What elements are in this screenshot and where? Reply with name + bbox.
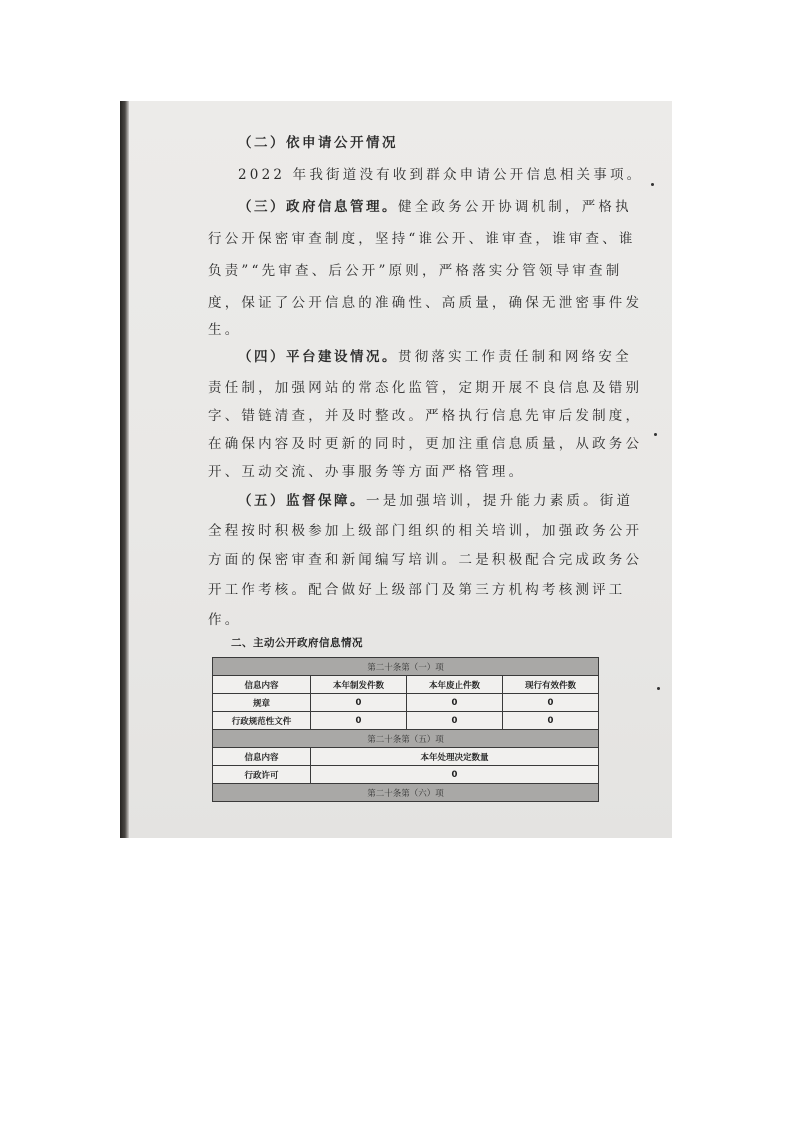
table-band-row (213, 658, 599, 676)
table-cell: 行政规范性文件 (213, 712, 311, 730)
section-5-line: 方面的保密审查和新闻编写培训。二是积极配合完成政务公 (208, 552, 643, 568)
section-3-line: 负责”“先审查、后公开”原则，严格落实分管领导审查制 (208, 263, 623, 279)
section-3-title: （三）政府信息管理。 (238, 199, 398, 215)
table-cell: 0 (503, 694, 599, 712)
part-2-heading: 二、主动公开政府信息情况 (231, 637, 363, 649)
section-5-line-rest: 一是加强培训，提升能力素质。街道 (366, 493, 634, 509)
section-5-line: 全程按时积极参加上级部门组织的相关培训，加强政务公开 (208, 523, 643, 539)
table-row (213, 766, 599, 784)
table-band-label: 第二十条第（五）项 (213, 730, 599, 748)
section-3-line: 行公开保密审查制度，坚持“谁公开、谁审查，谁审查、谁 (208, 231, 636, 247)
table-cell: 0 (503, 712, 599, 730)
table-header-cell: 本年废止件数 (407, 676, 503, 694)
table-band-row (213, 730, 599, 748)
table-header-row (213, 748, 599, 766)
document-photo (120, 101, 672, 838)
section-4-line: 在确保内容及时更新的同时，更加注重信息质量，从政务公 (208, 436, 643, 452)
table-cell: 0 (407, 712, 503, 730)
table-header-cell: 信息内容 (213, 676, 311, 694)
section-5-line: 作。 (208, 612, 242, 628)
table-row (213, 712, 599, 730)
table-cell: 0 (407, 694, 503, 712)
section-2-text: 2022 年我街道没有收到群众申请公开信息相关事项。 (238, 167, 644, 183)
section-3-line: 度，保证了公开信息的准确性、高质量，确保无泄密事件发 (208, 295, 643, 311)
section-4-line-rest: 贯彻落实工作责任制和网络安全 (398, 349, 632, 365)
info-disclosure-table (212, 657, 599, 802)
table-header-cell: 现行有效件数 (503, 676, 599, 694)
section-4-title: （四）平台建设情况。 (238, 349, 398, 365)
table-cell: 0 (311, 766, 599, 784)
ink-speck (654, 433, 657, 436)
section-3-first-line (238, 195, 632, 215)
section-5-title: （五）监督保障。 (238, 493, 366, 509)
section-3-line-rest: 健全政务公开协调机制，严格执 (398, 199, 632, 215)
photo-left-edge (120, 101, 129, 838)
section-4-first-line (238, 345, 632, 365)
section-5-first-line (238, 489, 633, 509)
ink-speck (657, 687, 660, 690)
section-4-line: 责任制，加强网站的常态化监管，定期开展不良信息及错别 (208, 380, 643, 396)
table-cell: 规章 (213, 694, 311, 712)
table-row (213, 694, 599, 712)
section-5-line: 开工作考核。配合做好上级部门及第三方机构考核测评工 (208, 582, 626, 598)
section-4-line: 开、互动交流、办事服务等方面严格管理。 (208, 464, 526, 480)
section-3-line: 生。 (208, 322, 242, 338)
table-band-row (213, 784, 599, 802)
table-cell: 0 (311, 712, 407, 730)
table-cell: 行政许可 (213, 766, 311, 784)
section-4-line: 字、错链清查，并及时整改。严格执行信息先审后发制度， (208, 408, 643, 424)
table-cell: 0 (311, 694, 407, 712)
section-2-heading: （二）依申请公开情况 (238, 135, 398, 151)
table-band-label: 第二十条第（六）项 (213, 784, 599, 802)
table-header-cell: 本年制发件数 (311, 676, 407, 694)
table-band-label: 第二十条第（一）项 (213, 658, 599, 676)
table-header-row (213, 676, 599, 694)
table-header-cell: 信息内容 (213, 748, 311, 766)
table-header-cell: 本年处理决定数量 (311, 748, 599, 766)
ink-speck (651, 183, 654, 186)
